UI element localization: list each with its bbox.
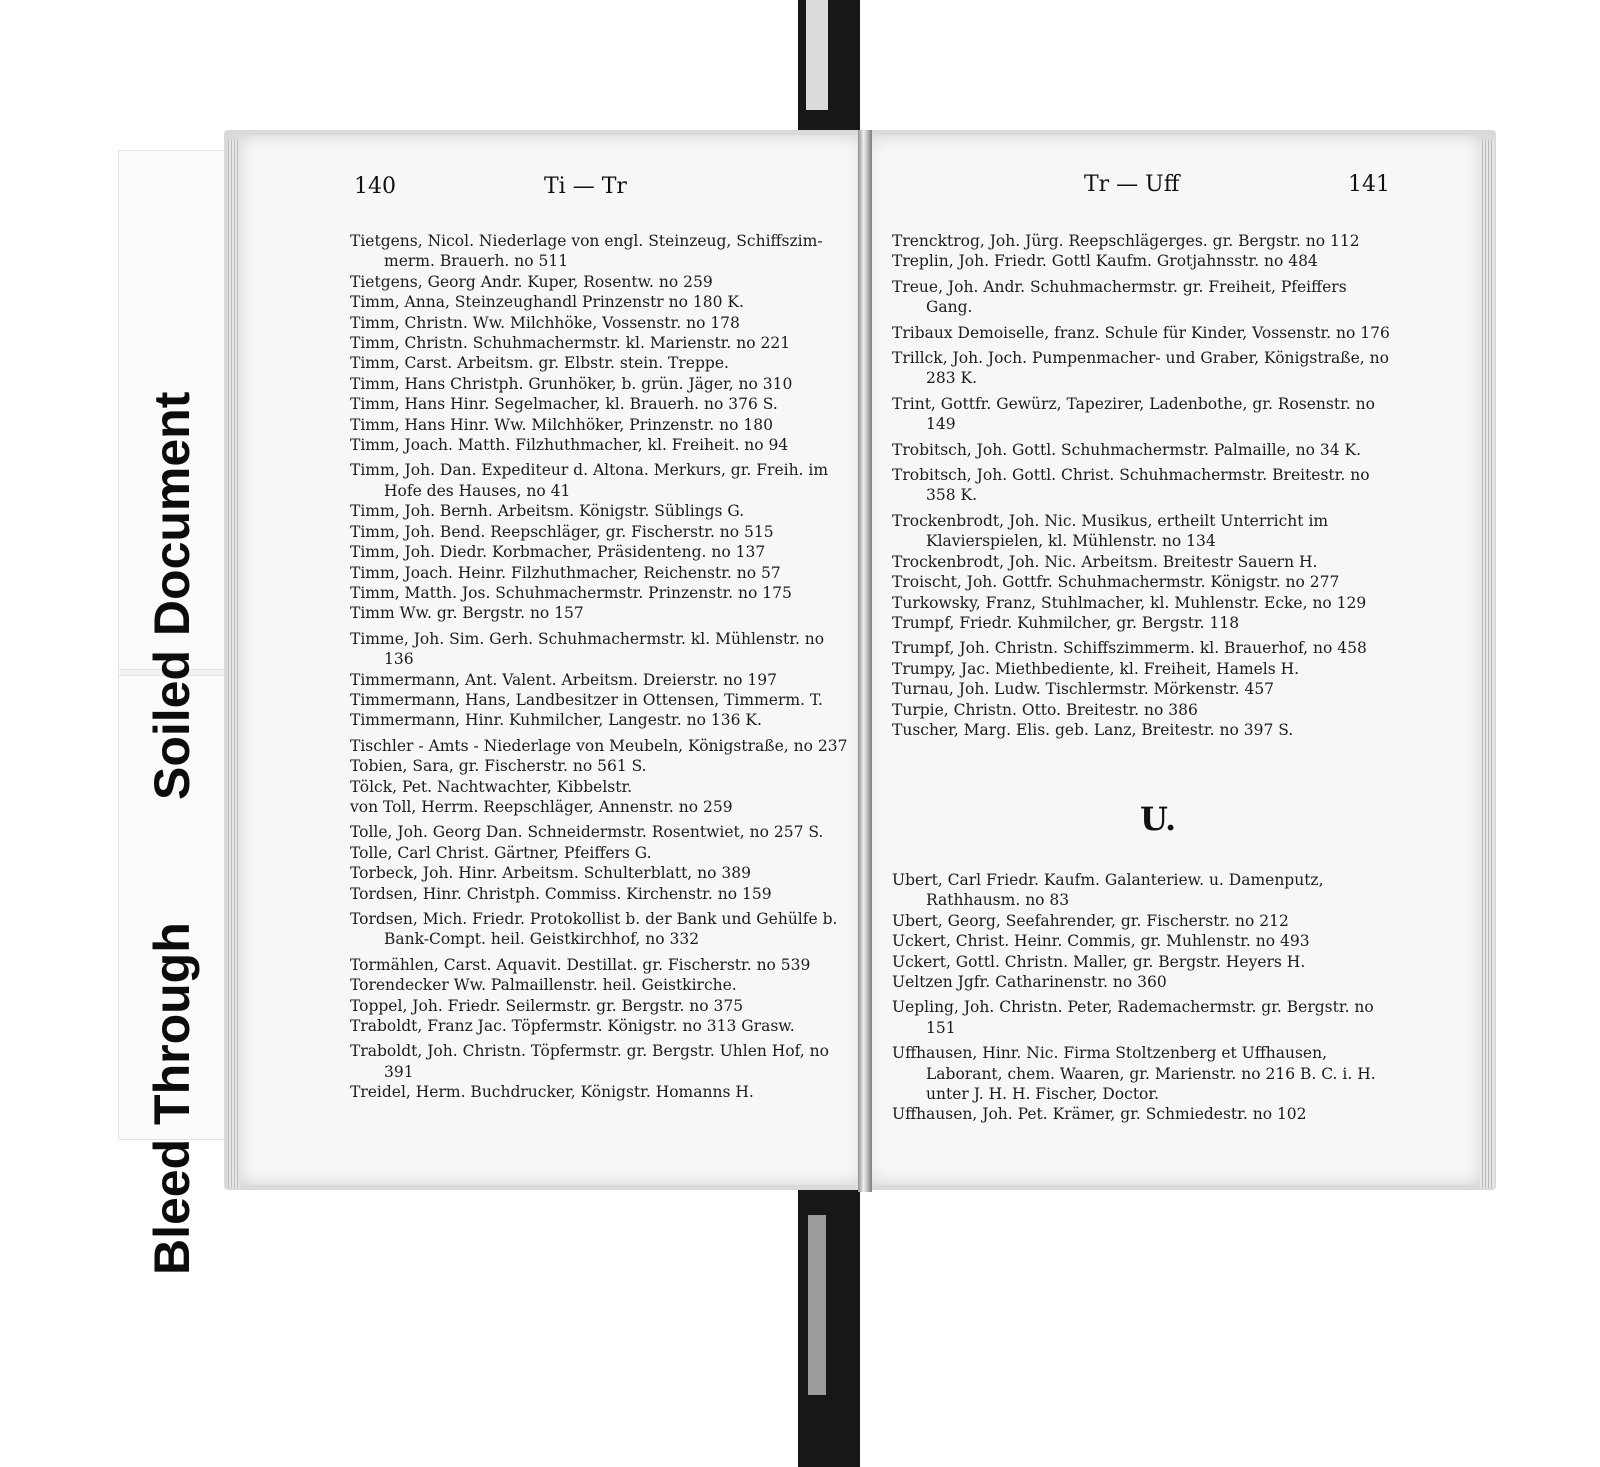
directory-entry: Timm Ww. gr. Bergstr. no 157 — [350, 604, 584, 623]
directory-entry: Tordsen, Mich. Friedr. Protokollist b. der Bank und Gehülfe b. Bank-Compt. heil. Geistkirchhof, no 332 — [350, 910, 838, 949]
directory-entry: Trencktrog, Joh. Jürg. Reepschlägerges. gr. Bergstr. no 112 — [892, 232, 1360, 250]
directory-entry: von Toll, Herrm. Reepschläger, Annenstr. no 259 — [350, 797, 733, 816]
directory-entry: Trumpy, Jac. Miethbediente, kl. Freiheit, Hamels H. — [892, 659, 1300, 678]
directory-entry: Uckert, Gottl. Christn. Maller, gr. Bergstr. Heyers H. — [892, 952, 1306, 971]
directory-entry: Turnau, Joh. Ludw. Tischlermstr. Mörkenstr. 457 — [892, 680, 1275, 699]
directory-entry: Timm, Joh. Bend. Reepschläger, gr. Fischerstr. no 515 — [350, 522, 774, 541]
directory-entry: Ubert, Georg, Seefahrender, gr. Fischerstr. no 212 — [892, 911, 1289, 930]
directory-entry: Tietgens, Nicol. Niederlage von engl. Steinzeug, Schiffszim- merm. Brauerh. no 511 — [350, 232, 823, 271]
directory-entry: Tormählen, Carst. Aquavit. Destillat. gr. Fischerstr. no 539 — [350, 955, 811, 974]
left-page-number: 140 — [354, 174, 396, 199]
directory-entry: Timm, Anna, Steinzeughandl Prinzenstr no 180 K. — [350, 293, 744, 312]
directory-entry: Timm, Joh. Diedr. Korbmacher, Präsidenteng. no 137 — [350, 543, 766, 562]
right-page-number: 141 — [1348, 172, 1390, 197]
binding-clip-top — [798, 0, 860, 140]
left-entry-list — [350, 226, 850, 1103]
directory-entry: Timm, Christn. Ww. Milchhöke, Vossenstr. no 178 — [350, 313, 740, 332]
directory-entry: Timm, Hans Hinr. Ww. Milchhöker, Prinzenstr. no 180 — [350, 415, 773, 434]
directory-entry: Tölck, Pet. Nachtwachter, Kibbelstr. — [350, 777, 633, 796]
directory-entry: Tobien, Sara, gr. Fischerstr. no 561 S. — [350, 757, 647, 776]
directory-entry: Uckert, Christ. Heinr. Commis, gr. Muhlenstr. no 493 — [892, 932, 1310, 951]
directory-entry: Timmermann, Hinr. Kuhmilcher, Langestr. no 136 K. — [350, 711, 762, 730]
directory-entry: Ueltzen Jgfr. Catharinenstr. no 360 — [892, 973, 1167, 992]
directory-entry: Turkowsky, Franz, Stuhlmacher, kl. Muhlenstr. Ecke, no 129 — [892, 593, 1367, 612]
directory-entry: Treidel, Herm. Buchdrucker, Königstr. Homanns H. — [350, 1083, 754, 1102]
directory-entry: Treue, Joh. Andr. Schuhmachermstr. gr. Freiheit, Pfeiffers Gang. — [892, 277, 1347, 317]
directory-entry: Timm, Hans Hinr. Segelmacher, kl. Brauerh. no 376 S. — [350, 395, 778, 414]
directory-entry: Toppel, Joh. Friedr. Seilermstr. gr. Bergstr. no 375 — [350, 996, 744, 1015]
directory-entry: Uffhausen, Hinr. Nic. Firma Stoltzenberg et Uffhausen, Laborant, chem. Waaren, gr. Marienstr. no 216 B. C. i. H. unter J. H. H. Fischer, Doctor. — [892, 1044, 1376, 1104]
directory-entry: Traboldt, Franz Jac. Töpfermstr. Königstr. no 313 Grasw. — [350, 1017, 795, 1036]
right-page-edges — [1480, 140, 1494, 1188]
directory-entry: Trobitsch, Joh. Gottl. Christ. Schuhmachermstr. Breitestr. no 358 K. — [892, 466, 1370, 505]
binding-clip-bottom — [798, 1185, 860, 1467]
right-entry-list-t — [892, 226, 1392, 740]
book-gutter — [858, 130, 872, 1192]
directory-entry: Trobitsch, Joh. Gottl. Schuhmachermstr. Palmaille, no 34 K. — [892, 440, 1362, 459]
directory-entry: Uepling, Joh. Christn. Peter, Rademachermstr. gr. Bergstr. no 151 — [892, 998, 1374, 1037]
directory-entry: Tuscher, Marg. Elis. geb. Lanz, Breitestr. no 397 S. — [892, 720, 1294, 739]
directory-entry: Timm, Hans Christph. Grunhöker, b. grün. Jäger, no 310 — [350, 374, 793, 393]
directory-entry: Tolle, Joh. Georg Dan. Schneidermstr. Rosentwiet, no 257 S. — [350, 823, 824, 842]
soiled-document-label: Soiled Document — [144, 391, 200, 800]
directory-entry: Timm, Carst. Arbeitsm. gr. Elbstr. stein. Treppe. — [350, 354, 729, 373]
directory-entry: Timmermann, Hans, Landbesitzer in Ottensen, Timmerm. T. — [350, 690, 823, 709]
directory-entry: Trockenbrodt, Joh. Nic. Arbeitsm. Breitestr Sauern H. — [892, 552, 1318, 571]
section-letter-u: U. — [1140, 800, 1177, 838]
directory-entry: Torendecker Ww. Palmaillenstr. heil. Geistkirche. — [350, 976, 737, 995]
directory-entry: Tordsen, Hinr. Christph. Commiss. Kirchenstr. no 159 — [350, 884, 772, 903]
directory-entry: Ubert, Carl Friedr. Kaufm. Galanteriew. u. Damenputz, Rathhausm. no 83 — [892, 871, 1324, 910]
directory-entry: Timm, Joach. Matth. Filzhuthmacher, kl. Freiheit. no 94 — [350, 436, 789, 455]
right-entry-list-u — [892, 865, 1392, 1125]
bleed-through-label: Bleed Through — [144, 922, 200, 1275]
directory-entry: Trumpf, Friedr. Kuhmilcher, gr. Bergstr. 118 — [892, 613, 1240, 632]
directory-entry: Traboldt, Joh. Christn. Töpfermstr. gr. Bergstr. Uhlen Hof, no 391 — [350, 1042, 829, 1081]
directory-entry: Trockenbrodt, Joh. Nic. Musikus, ertheilt Unterricht im Klavierspielen, kl. Mühlenstr. no 134 — [892, 511, 1329, 551]
directory-entry: Timm, Matth. Jos. Schuhmachermstr. Prinzenstr. no 175 — [350, 583, 792, 602]
directory-entry: Trumpf, Joh. Christn. Schiffszimmerm. kl. Brauerhof, no 458 — [892, 639, 1367, 658]
directory-entry: Trillck, Joh. Joch. Pumpenmacher- und Graber, Königstraße, no 283 K. — [892, 349, 1389, 388]
directory-entry: Torbeck, Joh. Hinr. Arbeitsm. Schulterblatt, no 389 — [350, 864, 751, 883]
directory-entry: Timm, Joach. Heinr. Filzhuthmacher, Reichenstr. no 57 — [350, 563, 781, 582]
directory-entry: Timme, Joh. Sim. Gerh. Schuhmachermstr. kl. Mühlenstr. no 136 — [350, 629, 825, 669]
directory-entry: Timm, Joh. Dan. Expediteur d. Altona. Merkurs, gr. Freih. im Hofe des Hauses, no 41 — [350, 461, 829, 500]
directory-entry: Treplin, Joh. Friedr. Gottl Kaufm. Grotjahnsstr. no 484 — [892, 252, 1318, 271]
directory-entry: Troischt, Joh. Gottfr. Schuhmachermstr. Königstr. no 277 — [892, 573, 1340, 592]
directory-entry: Tischler - Amts - Niederlage von Meubeln, Königstraße, no 237 — [350, 736, 848, 755]
directory-entry: Trint, Gottfr. Gewürz, Tapezirer, Ladenbothe, gr. Rosenstr. no 149 — [892, 394, 1375, 434]
directory-entry: Tribaux Demoiselle, franz. Schule für Kinder, Vossenstr. no 176 — [892, 323, 1390, 342]
directory-entry: Timmermann, Ant. Valent. Arbeitsm. Dreierstr. no 197 — [350, 670, 778, 689]
left-running-head: Ti — Tr — [544, 174, 627, 199]
directory-entry: Uffhausen, Joh. Pet. Krämer, gr. Schmiedestr. no 102 — [892, 1105, 1307, 1124]
directory-entry: Turpie, Christn. Otto. Breitestr. no 386 — [892, 700, 1198, 719]
right-running-head: Tr — Uff — [1084, 172, 1180, 197]
scan-quality-label — [118, 150, 226, 1275]
directory-entry: Timm, Christn. Schuhmachermstr. kl. Marienstr. no 221 — [350, 334, 791, 353]
directory-entry: Timm, Joh. Bernh. Arbeitsm. Königstr. Süblings G. — [350, 502, 745, 521]
directory-entry: Tietgens, Georg Andr. Kuper, Rosentw. no 259 — [350, 272, 713, 291]
directory-entry: Tolle, Carl Christ. Gärtner, Pfeiffers G. — [350, 843, 652, 862]
